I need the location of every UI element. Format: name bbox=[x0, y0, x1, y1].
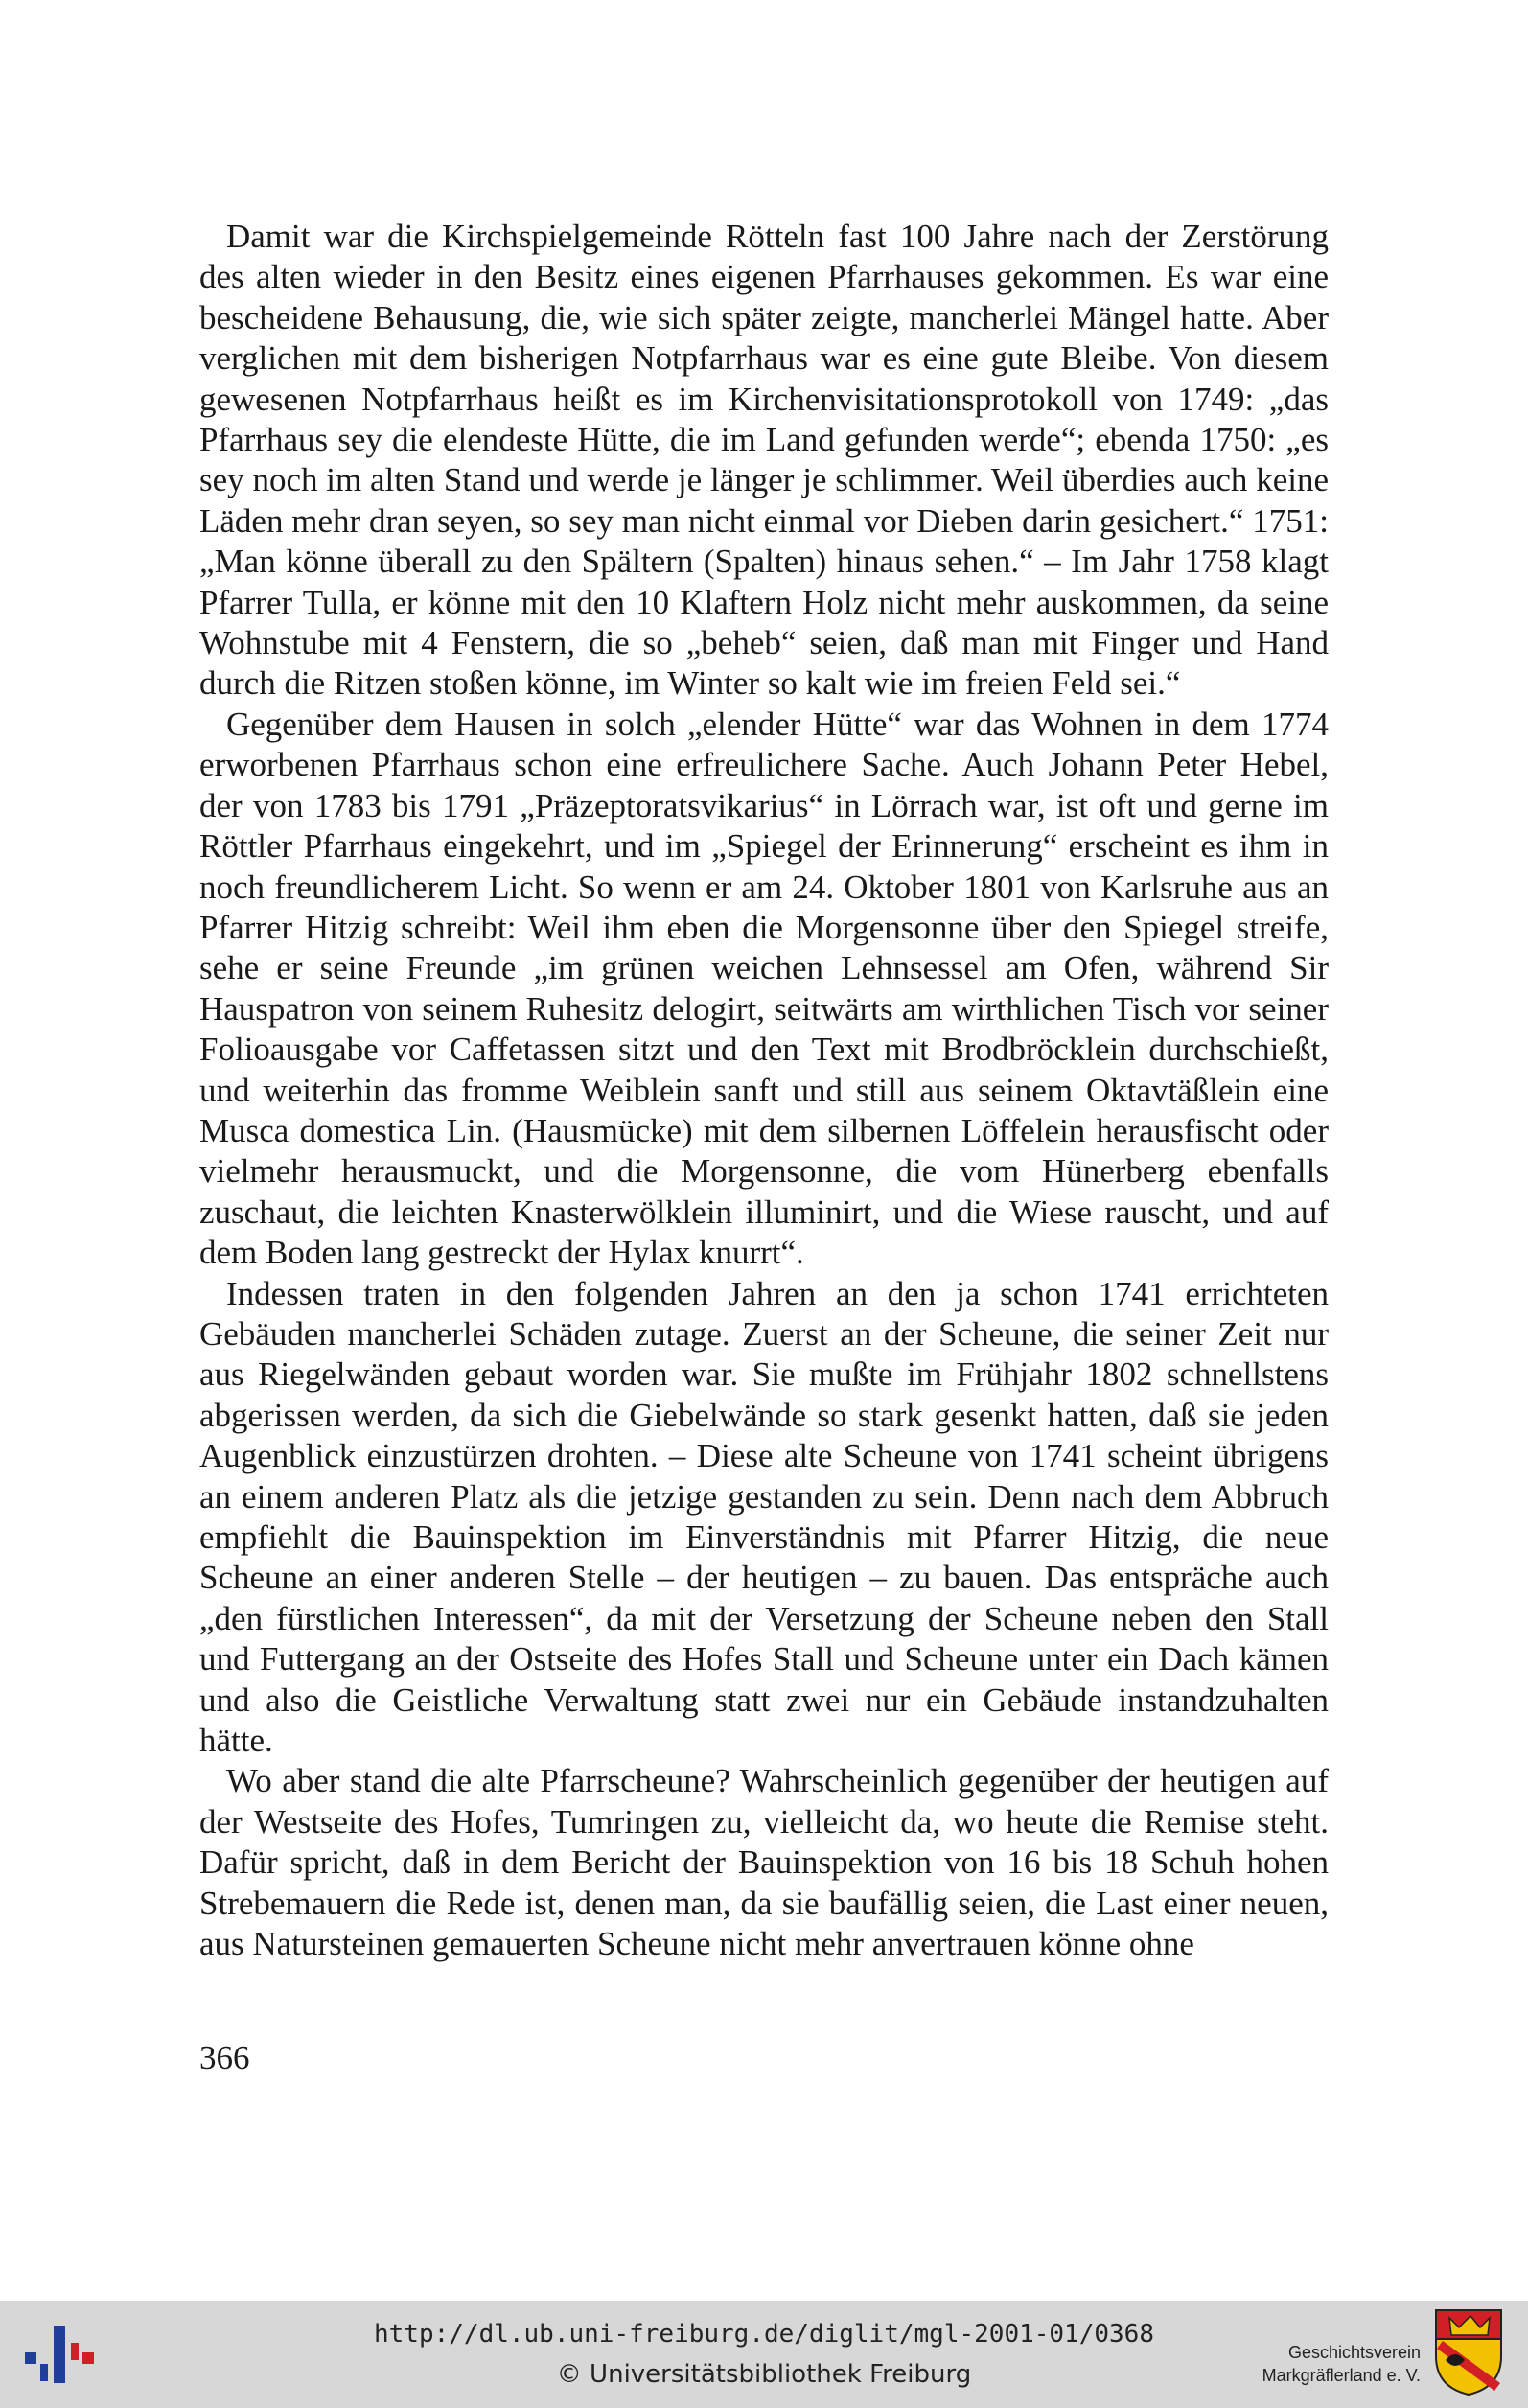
coat-of-arms-icon bbox=[1432, 2306, 1505, 2398]
body-text bbox=[199, 217, 1329, 1964]
society-name-line2: Markgräflerland e. V. bbox=[1262, 2366, 1421, 2385]
ub-freiburg-logo-icon bbox=[19, 2314, 100, 2395]
footer-bar bbox=[0, 2301, 1528, 2408]
source-url-link[interactable]: http://dl.ub.uni-freiburg.de/diglit/mgl-2001-01/0368 bbox=[374, 2320, 1154, 2349]
paragraph: Damit war die Kirchspielgemeinde Rötteln fast 100 Jahre nach der Zerstörung des alten wieder in den Besitz eines eigenen Pfarrhauses gekommen. Es war eine bescheidene Behausung, die, wie sich später zeigte, mancherlei Mängel hatte. Aber verglichen mit dem bisherigen Notpfarrhaus war es eine gute Bleibe. Von diesem gewesenen Notpfarrhaus heißt es im Kirchenvisitationsprotokoll von 1749: „das Pfarrhaus sey die elendeste Hütte, die im Land gefunden werde“; ebenda 1750: „es sey noch im alten Stand und werde je länger je schlimmer. Weil überdies auch keine Läden mehr dran seyen, so sey man nicht einmal vor Dieben darin gesichert.“ 1751: „Man könne überall zu den Spältern (Spalten) hinaus sehen.“ – Im Jahr 1758 klagt Pfarrer Tulla, er könne mit den 10 Klaftern Holz nicht mehr auskommen, da seine Wohnstube mit 4 Fenstern, die so „beheb“ seien, daß man mit Finger und Hand durch die Ritzen stoßen könne, im Winter so kalt wie im freien Feld sei.“ bbox=[199, 218, 1329, 703]
paragraph: Indessen traten in den folgenden Jahren an den ja schon 1741 errichteten Gebäuden mancherlei Schäden zutage. Zuerst an der Scheune, die seiner Zeit nur aus Riegelwänden gebaut worden war. Sie mußte im Frühjahr 1802 schnellstens abgerissen werden, da sich die Giebelwände so stark gesenkt hatten, daß sie jeden Augenblick einzustürzen drohten. – Diese alte Scheune von 1741 scheint übrigens an einem anderen Platz als die jetzige gestanden zu sein. Denn nach dem Abbruch empfiehlt die Bauinspektion im Einverständnis mit Pfarrer Hitzig, die neue Scheune an einer anderen Stelle – der heutigen – zu bauen. Das entspräche auch „den fürstlichen Interessen“, da mit der Versetzung der Scheune neben den Stall und Futtergang an der Ostseite des Hofes Stall und Scheune unter ein Dach kämen und also die Geistliche Verwaltung statt zwei nur ein Gebäude instandzuhalten hätte. bbox=[199, 1274, 1329, 1760]
society-name bbox=[1229, 2341, 1421, 2387]
paragraph: Gegenüber dem Hausen in solch „elender Hütte“ war das Wohnen in dem 1774 erworbenen Pfarrhaus schon eine erfreulichere Sache. Auch Johann Peter Hebel, der von 1783 bis 1791 „Präzeptoratsvikarius“ in Lörrach war, ist oft und gerne im Röttler Pfarrhaus eingekehrt, und im „Spiegel der Erinnerung“ erscheint es ihm in noch freundlicherem Licht. So wenn er am 24. Oktober 1801 von Karlsruhe aus an Pfarrer Hitzig schreibt: Weil ihm eben die Morgensonne über den Spiegel streife, sehe er seine Freunde „im grünen weichen Lehnsessel am Ofen, während Sir Hauspatron von seinem Ruhesitz delogirt, seitwärts am wirthlichen Tisch vor seiner Folioausgabe vor Caffetassen sitzt und den Text mit Brodbröcklein durchschießt, und weiterhin das fromme Weiblein sanft und still aus seinem Oktavtäßlein eine Musca domestica Lin. (Hausmücke) mit dem silbernen Löffelein herausfischt oder vielmehr herausmuckt, und die Morgensonne, die vom Hünerberg ebenfalls zuschaut, die leichten Knasterwölklein illuminirt, und die Wiese rauscht, und auf dem Boden lang gestreckt der Hylax knurrt“. bbox=[199, 705, 1329, 1272]
page-number: 366 bbox=[199, 2039, 250, 2076]
paragraph: Wo aber stand die alte Pfarrscheune? Wahrscheinlich gegenüber der heutigen auf der Westseite des Hofes, Tumringen zu, vielleicht da, wo heute die Remise steht. Dafür spricht, daß in dem Bericht der Bauinspektion von 16 bis 18 Schuh hohen Strebemauern die Rede ist, denen man, da sie baufällig seien, die Last einer neuen, aus Natursteinen gemauerten Scheune nicht mehr anvertrauen könne ohne bbox=[199, 1762, 1329, 1963]
society-name-line1: Geschichtsverein bbox=[1287, 2343, 1421, 2362]
copyright-text: © Universitätsbibliothek Freiburg bbox=[556, 2360, 972, 2389]
